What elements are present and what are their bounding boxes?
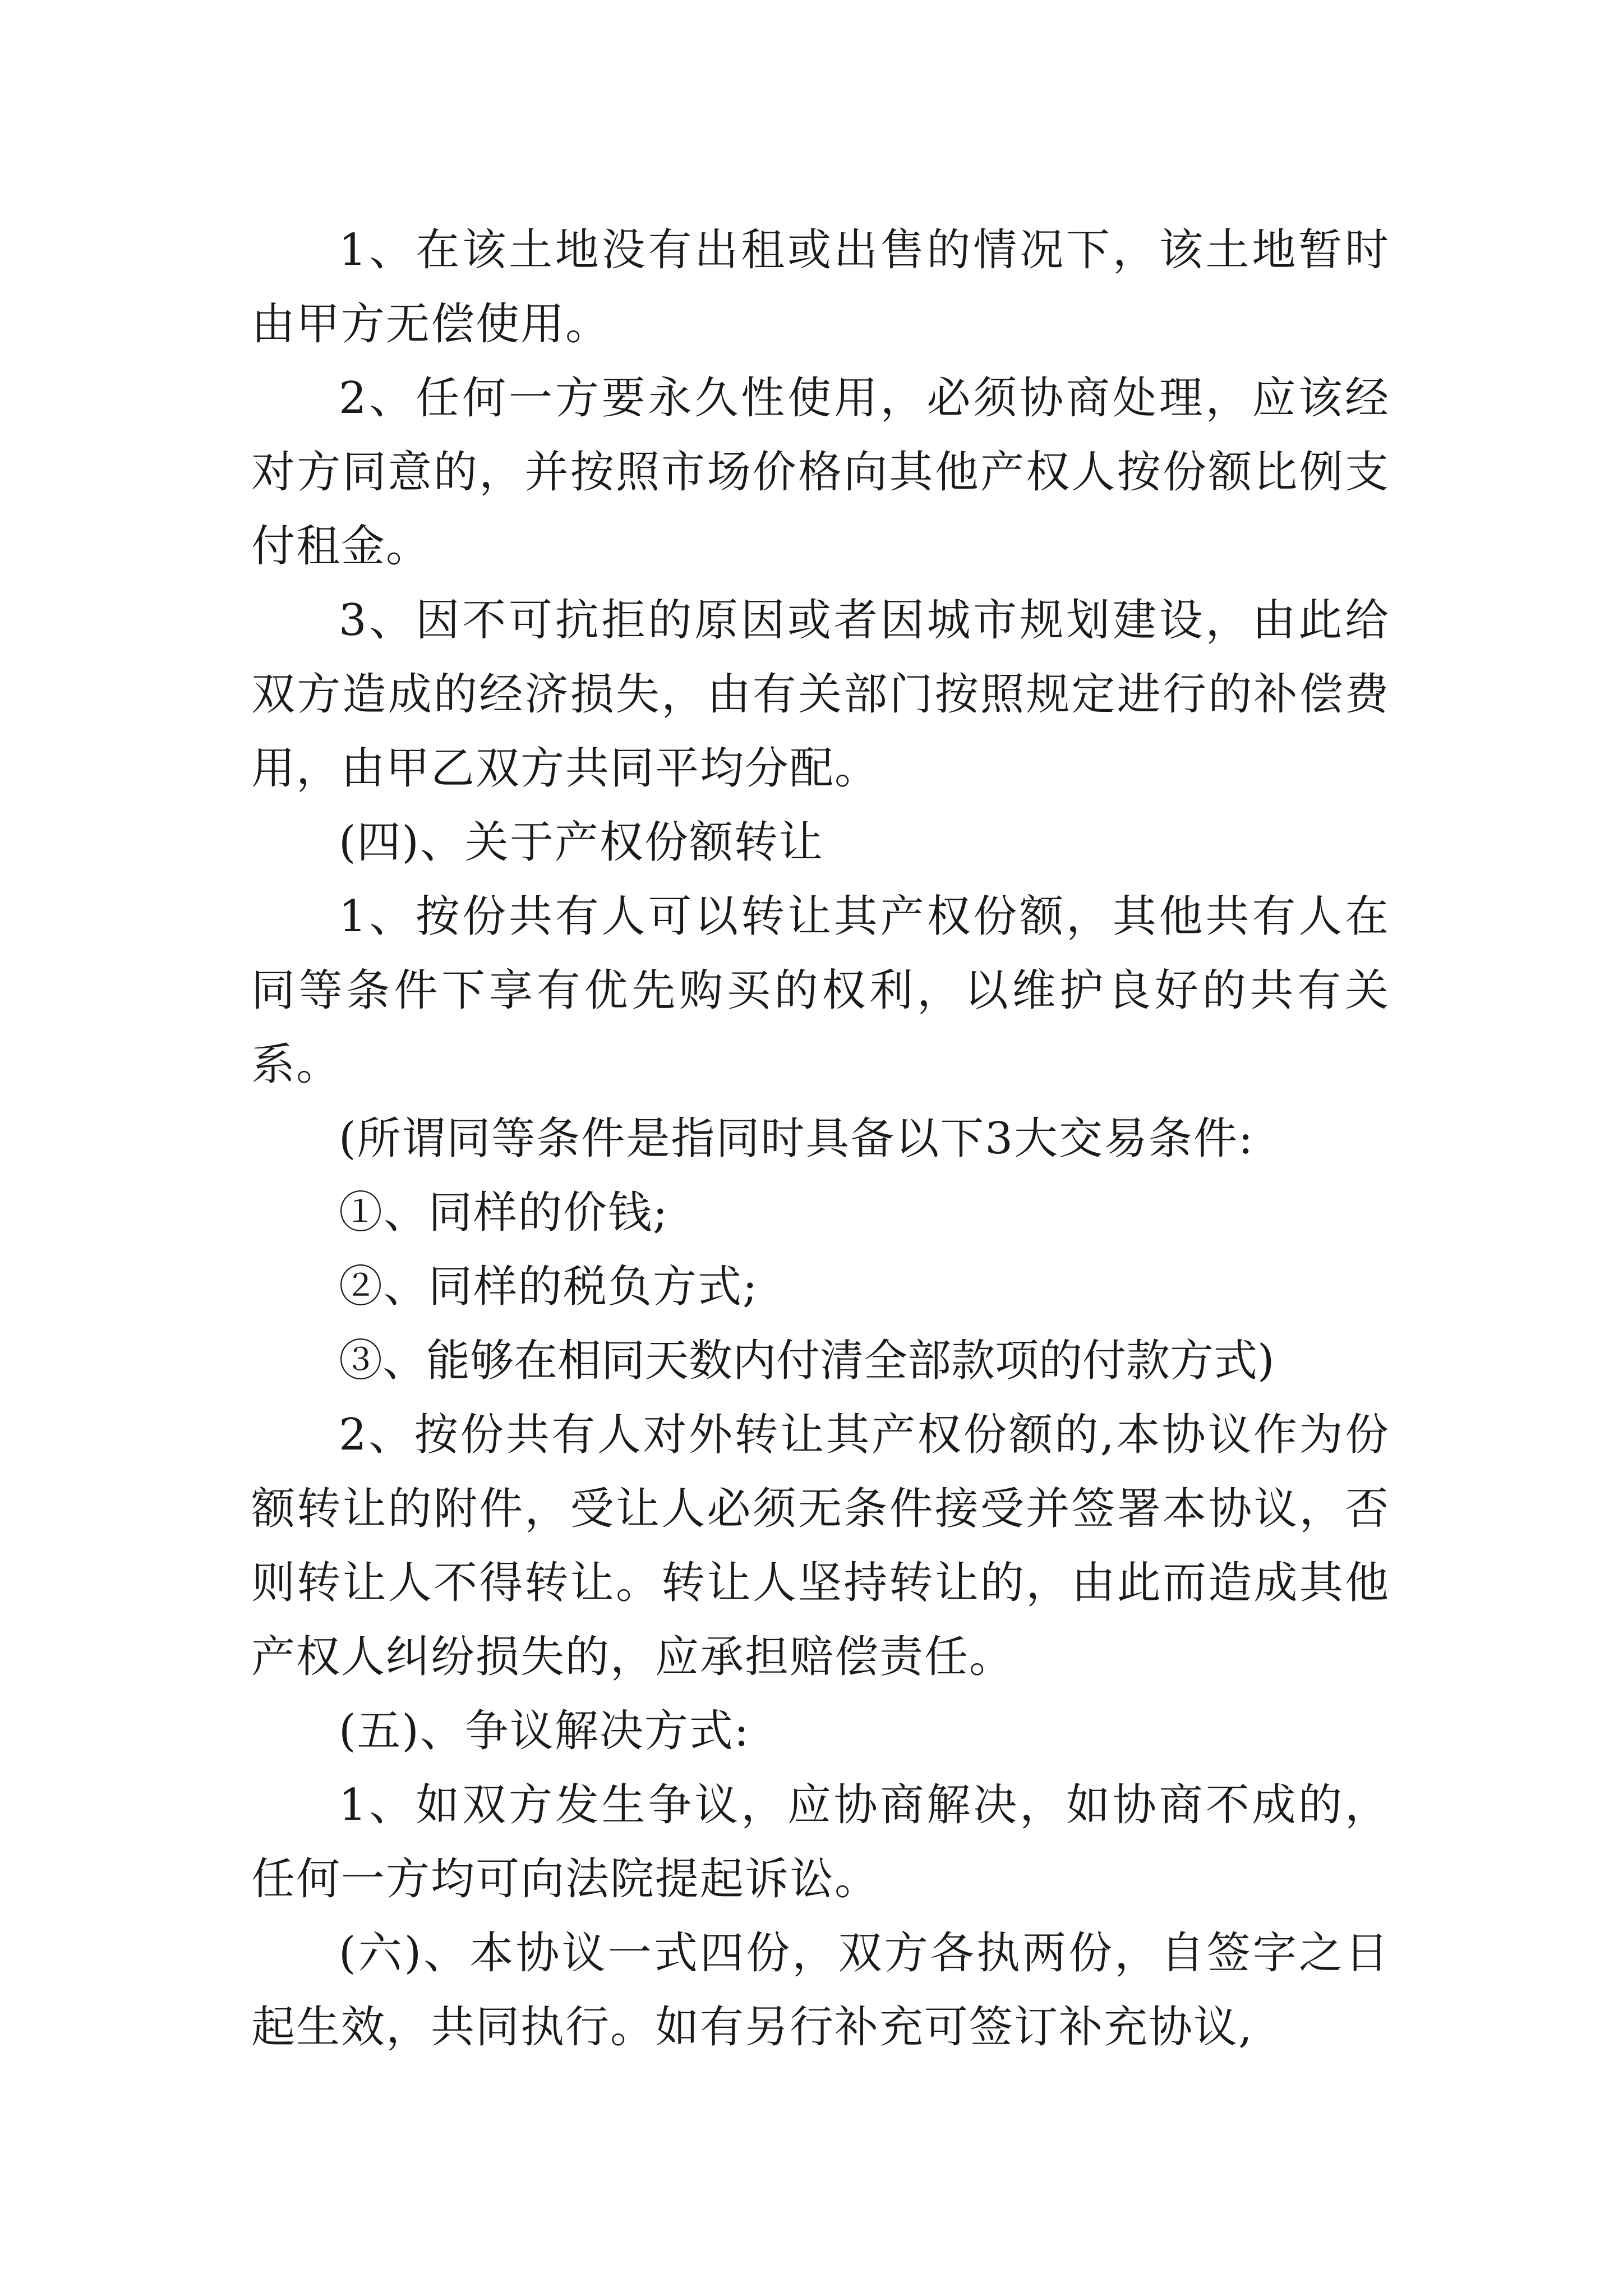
document-page xyxy=(251,213,1390,2064)
paragraph-land-use-3: 3、因不可抗拒的原因或者因城市规划建设，由此给双方造成的经济损失，由有关部门按照规定进行的补偿费用，由甲乙双方共同平均分配。 xyxy=(251,595,1390,794)
condition-item-2: ②、同样的税负方式; xyxy=(339,1262,759,1312)
condition-item-3: ③、能够在相同天数内付清全部款项的付款方式) xyxy=(339,1336,1275,1386)
condition-item-1: ①、同样的价钱; xyxy=(339,1188,669,1238)
paragraph-transfer-1: 1、按份共有人可以转让其产权份额，其他共有人在同等条件下享有优先购买的权利，以维护良好的共有关系。 xyxy=(251,891,1390,1090)
paragraph-dispute-1: 1、如双方发生争议，应协商解决，如协商不成的，任何一方均可向法院提起诉讼。 xyxy=(251,1780,1390,1904)
paragraph-transfer-2: 2、按份共有人对外转让其产权份额的,本协议作为份额转让的附件，受让人必须无条件接受并签署本协议，否则转让人不得转让。转让人坚持转让的，由此而造成其他产权人纠纷损失的，应承担赔偿责任。 xyxy=(251,1410,1390,1682)
paragraph-copies: (六)、本协议一式四份，双方各执两份，自签字之日起生效，共同执行。如有另行补充可签订补充协议, xyxy=(251,1928,1390,2053)
paragraph-land-use-1: 1、在该土地没有出租或出售的情况下，该土地暂时由甲方无偿使用。 xyxy=(251,225,1390,349)
paragraph-land-use-2: 2、任何一方要永久性使用，必须协商处理，应该经对方同意的，并按照市场价格向其他产权人按份额比例支付租金。 xyxy=(251,373,1390,572)
paragraph-equal-conditions: (所谓同等条件是指同时具备以下3大交易条件: xyxy=(339,1114,1255,1164)
section-heading-share-transfer: (四)、关于产权份额转让 xyxy=(339,817,824,868)
section-heading-dispute: (五)、争议解决方式: xyxy=(339,1706,750,1756)
